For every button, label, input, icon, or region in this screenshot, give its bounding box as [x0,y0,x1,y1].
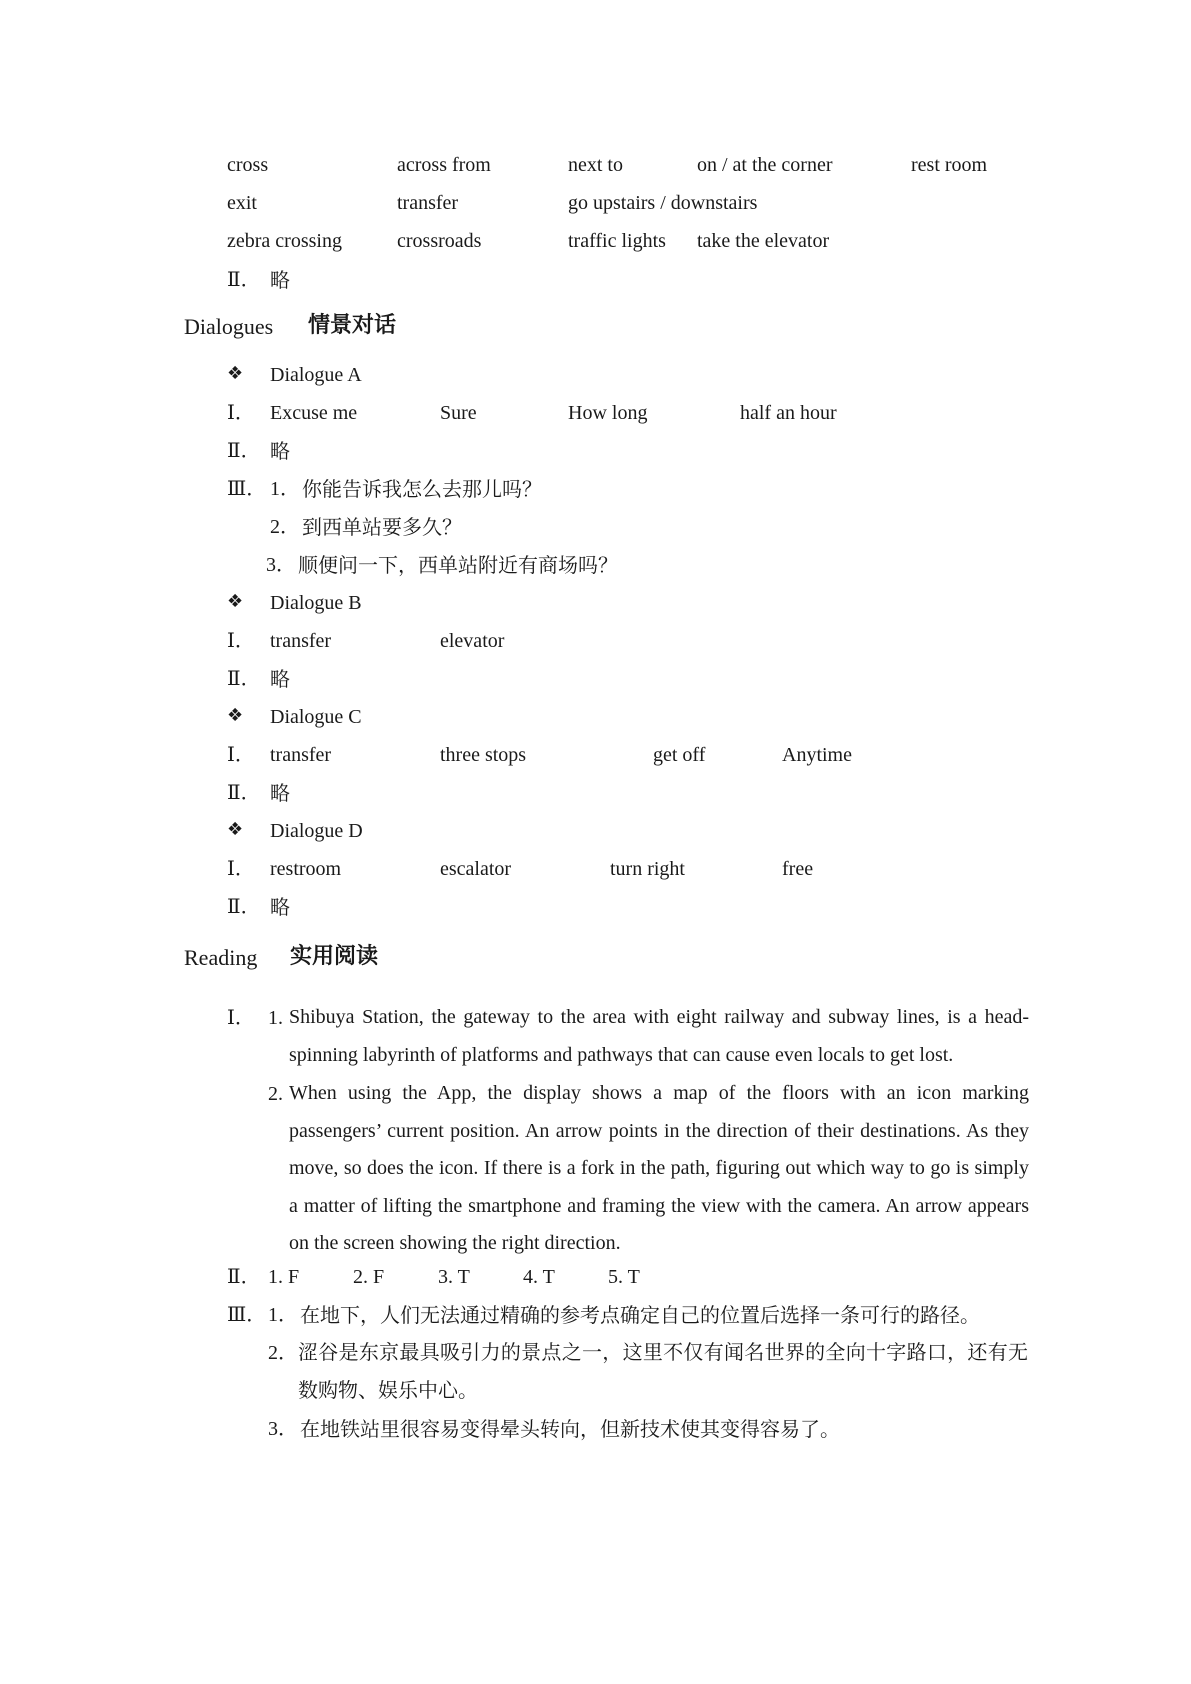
answer-item: Anytime [782,744,852,766]
vocab-word: next to [568,154,623,176]
true-false-answer: 2. F [353,1266,385,1288]
item-number: 2. [268,1083,283,1105]
omitted-text: 略 [270,781,290,805]
part-number: Ⅲ． [227,478,267,500]
vocab-word: exit [227,192,257,214]
answer-item: transfer [270,630,332,652]
omitted-text: 略 [270,439,290,463]
answer-item: Excuse me [270,402,358,424]
part-number: Ⅰ． [227,630,255,652]
vocab-word: traffic lights [568,230,666,252]
reading-answer-paragraph: Shibuya Station, the gateway to the area with eight railway and subway lines, is a head-spinning labyrinth of platforms and pathways that can cause even locals to get lost. [289,1006,1029,1066]
reading-answer-paragraph: When using the App, the display shows a map of the floors with an icon marking passengers’ current position. An arrow points in the direction of their destinations. As they move, so does the icon. If there is a fork in the path, figuring out which way to go is simply a matter of lifting the smartphone and framing the view with the camera. An arrow appears on the screen showing the right direction. [289,1082,1029,1255]
omitted-text: 略 [270,895,290,919]
vocab-word: crossroads [397,230,482,252]
true-false-answer: 1. F [268,1266,300,1288]
vocab-word: on / at the corner [697,154,833,176]
omitted-text: 略 [270,268,290,292]
translation-text: 到西单站要多久？ [302,515,462,539]
dialogue-title: Dialogue C [270,706,362,728]
part-number: Ⅰ． [227,858,255,880]
vocab-word: transfer [397,192,459,214]
section-title-en: Reading [184,945,258,970]
part-number: Ⅱ． [227,1266,261,1288]
vocab-word: go upstairs / downstairs [568,192,758,214]
vocab-word: take the elevator [697,230,830,252]
part-number: Ⅲ． [227,1304,267,1326]
diamond-bullet-icon: ❖ [227,705,244,726]
section-title-zh: 情景对话 [308,313,397,338]
vocab-word: across from [397,154,491,176]
answer-item: elevator [440,630,505,652]
true-false-answer: 5. T [608,1266,640,1288]
part-number: Ⅱ． [227,440,261,462]
vocab-word: rest room [911,154,988,176]
part-number: Ⅰ． [227,744,255,766]
item-number: 3． [266,554,296,576]
vocab-word: zebra crossing [227,230,342,252]
part-number: Ⅱ． [227,668,261,690]
section-title-zh: 实用阅读 [290,944,379,969]
translation-paragraph: 涩谷是东京最具吸引力的景点之一，这里不仅有闻名世界的全向十字路口，还有无数购物、娱乐中心。 [298,1340,1028,1402]
diamond-bullet-icon: ❖ [227,591,244,612]
diamond-bullet-icon: ❖ [227,363,244,384]
translation-text: 你能告诉我怎么去那儿吗？ [302,477,542,501]
part-number: Ⅱ． [227,269,261,291]
diamond-bullet-icon: ❖ [227,819,244,840]
answer-item: Sure [440,402,477,424]
answer-item: restroom [270,858,342,880]
section-title-en: Dialogues [184,314,274,339]
answer-item: three stops [440,744,527,766]
answer-item: free [782,858,814,880]
answer-item: How long [568,402,648,424]
item-number: 3． [268,1418,298,1440]
dialogue-title: Dialogue B [270,592,362,614]
omitted-text: 略 [270,667,290,691]
item-number: 1． [268,1304,298,1326]
item-number: 1. [268,1007,283,1029]
item-number: 1． [270,478,300,500]
vocab-word: cross [227,154,269,176]
answer-item: half an hour [740,402,837,424]
dialogue-title: Dialogue D [270,820,363,842]
part-number: Ⅱ． [227,782,261,804]
translation-text: 顺便问一下，西单站附近有商场吗？ [298,553,618,577]
item-number: 2． [268,1342,298,1364]
answer-item: get off [653,744,706,766]
translation-text: 在地铁站里很容易变得晕头转向，但新技术使其变得容易了。 [300,1417,840,1441]
true-false-answer: 4. T [523,1266,555,1288]
item-number: 2． [270,516,300,538]
translation-text: 在地下，人们无法通过精确的参考点确定自己的位置后选择一条可行的路径。 [300,1303,980,1327]
answer-item: escalator [440,858,512,880]
answer-item: turn right [610,858,685,880]
true-false-answer: 3. T [438,1266,470,1288]
part-number: Ⅱ． [227,896,261,918]
answer-item: transfer [270,744,332,766]
part-number: Ⅰ． [227,402,255,424]
dialogue-title: Dialogue A [270,364,362,386]
part-number: Ⅰ． [227,1007,255,1029]
